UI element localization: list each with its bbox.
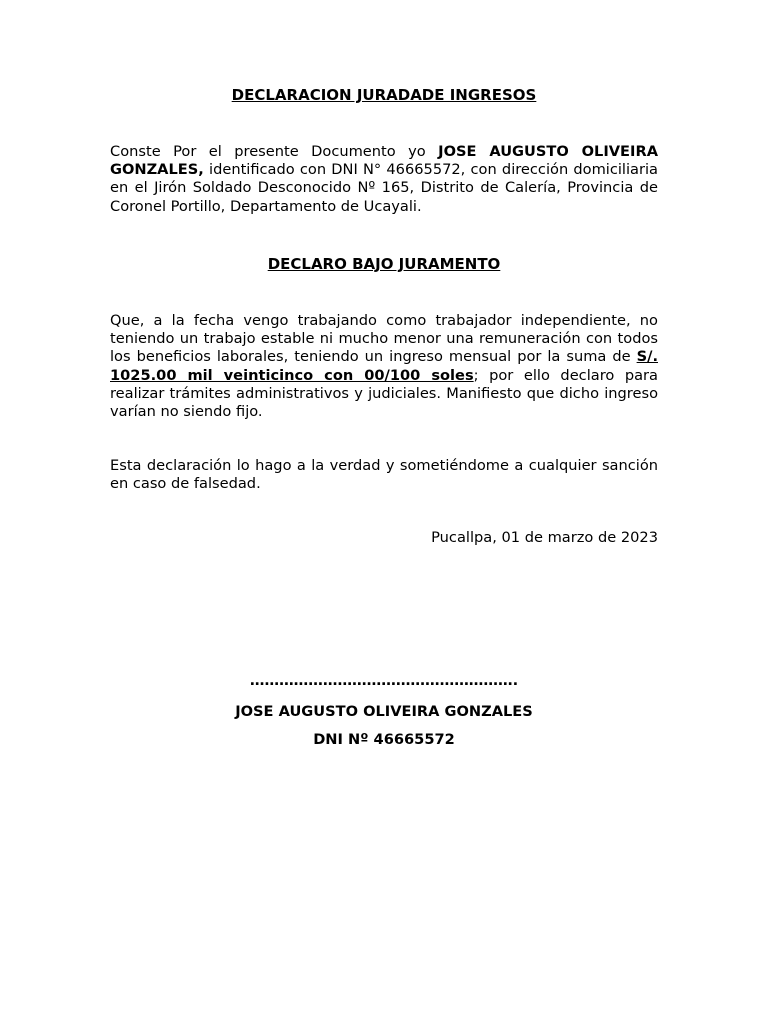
income-text-before: Que, a la fecha vengo trabajando como trabajador independiente, no teniendo un trabajo estable ni mucho menor una remuneración con todos los beneficios laborales, teniendo un ingreso mensual por la suma de	[110, 312, 658, 366]
income-paragraph	[110, 312, 658, 421]
identification-paragraph	[110, 143, 658, 216]
declarant-name: JOSE AUGUSTO OLIVEIRA GONZALES,	[110, 143, 658, 179]
income-text-after: ; por ello declaro para realizar trámites administrativos y judiciales. Manifiesto que dicho ingreso varían no siendo fijo.	[110, 366, 659, 421]
declaration-heading: DECLARO BAJO JURAMENTO	[267, 255, 501, 273]
identification-intro: Conste Por el presente Documento yo	[110, 143, 439, 160]
document-title: DECLARACION JURADADE INGRESOS	[231, 86, 537, 104]
signatory-name: JOSE AUGUSTO OLIVEIRA GONZALES	[235, 703, 533, 720]
income-amount: S/. 1025.00 mil veinticinco con 00/100 soles	[110, 348, 658, 384]
identification-details: identificado con DNI N° 46665572, con dirección domiciliaria en el Jirón Soldado Desconocido Nº 165, Distrito de Calería, Provincia de Coronel Portillo, Departamento de Ucayali.	[110, 161, 658, 215]
signature-line: ……………………………………………….	[249, 672, 519, 689]
signatory-dni: DNI Nº 46665572	[313, 731, 455, 748]
place-and-date: Pucallpa, 01 de marzo de 2023	[431, 529, 658, 546]
truthfulness-paragraph: Esta declaración lo hago a la verdad y sometiéndome a cualquier sanción en caso de falsedad.	[110, 457, 658, 493]
